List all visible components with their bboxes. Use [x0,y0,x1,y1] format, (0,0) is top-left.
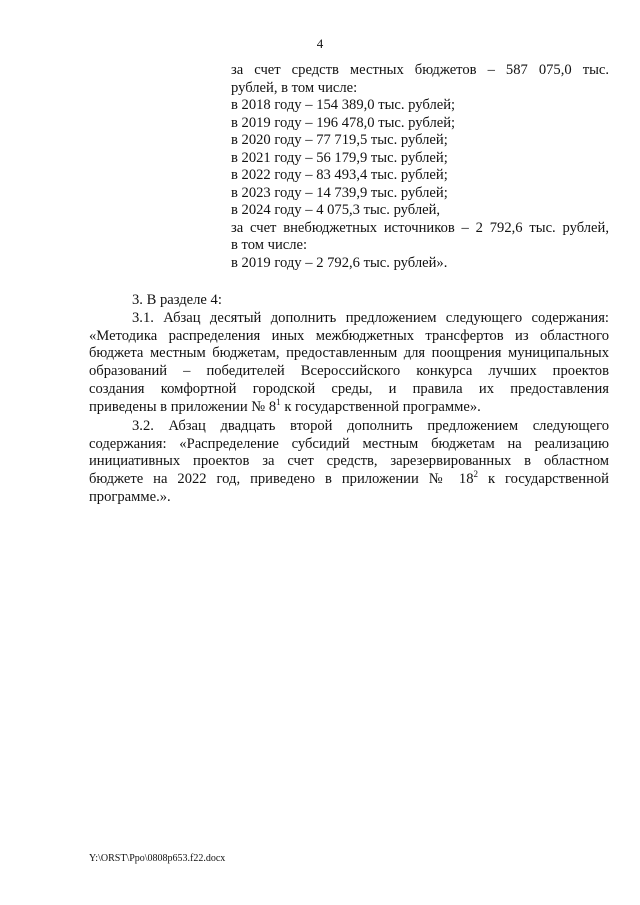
superscript: 1 [276,396,281,407]
paragraph-text: бюджете на 2022 год, приведено в приложении № 18 [89,471,474,488]
year-line-2024: в 2024 году – 4 075,3 тыс. рублей, [231,202,441,218]
paragraph-3-1 [89,310,609,416]
footer-file-path: Y:\ORST\Ppo\0808p653.f22.docx [89,853,226,864]
page-number: 4 [316,36,324,51]
year-line-2021: в 2021 году – 56 179,9 тыс. рублей; [231,149,448,166]
section-heading: 3. В разделе 4: [132,292,222,308]
paragraph-line: образований – победителей Всероссийского конкурса лучших проектов [89,363,609,380]
paragraph-line [89,471,609,489]
paragraph-text: приведены в приложении № 8 [89,398,277,415]
year-line-2020: в 2020 году – 77 719,5 тыс. рублей; [231,132,448,148]
extra-year-line-2019: в 2019 году – 2 792,6 тыс. рублей». [231,254,448,271]
year-line-2018: в 2018 году – 154 389,0 тыс. рублей; [231,97,456,113]
budget-block [231,62,609,272]
paragraph-text: к государственной [478,471,609,488]
paragraph-line: инициативных проектов за счет средств, зарезервированных в областном [89,453,609,470]
extra-budget-line: за счет внебюджетных источников – 2 792,6 тыс. рублей, [231,219,609,236]
paragraph-line: бюджета местным бюджетам, предоставленным для поощрения муниципальных [89,345,609,362]
paragraph-line: «Методика распределения иных межбюджетных трансфертов из областного [89,327,609,344]
paragraph-text: к государственной программе». [280,398,481,415]
paragraph-3-2 [89,418,609,507]
year-line-2023: в 2023 году – 14 739,9 тыс. рублей; [231,184,448,201]
paragraph-line: 3.2. Абзац двадцать второй дополнить предложением следующего [132,418,609,434]
paragraph-line: создания комфортной городской среды, и правила их предоставления [89,380,609,397]
local-budget-line-cont: рублей, в том числе: [231,79,358,96]
extra-budget-line-cont: в том числе: [231,237,308,253]
paragraph-line: 3.1. Абзац десятый дополнить предложением следующего содержания: [132,310,609,326]
superscript: 2 [473,469,478,480]
year-line-2019: в 2019 году – 196 478,0 тыс. рублей; [231,114,456,131]
paragraph-line [89,396,609,417]
paragraph-line: программе.». [89,488,171,505]
paragraph-line: содержания: «Распределение субсидий местным бюджетам на реализацию [89,435,609,452]
year-line-2022: в 2022 году – 83 493,4 тыс. рублей; [231,167,448,183]
local-budget-line: за счет средств местных бюджетов – 587 075,0 тыс. [231,62,609,78]
